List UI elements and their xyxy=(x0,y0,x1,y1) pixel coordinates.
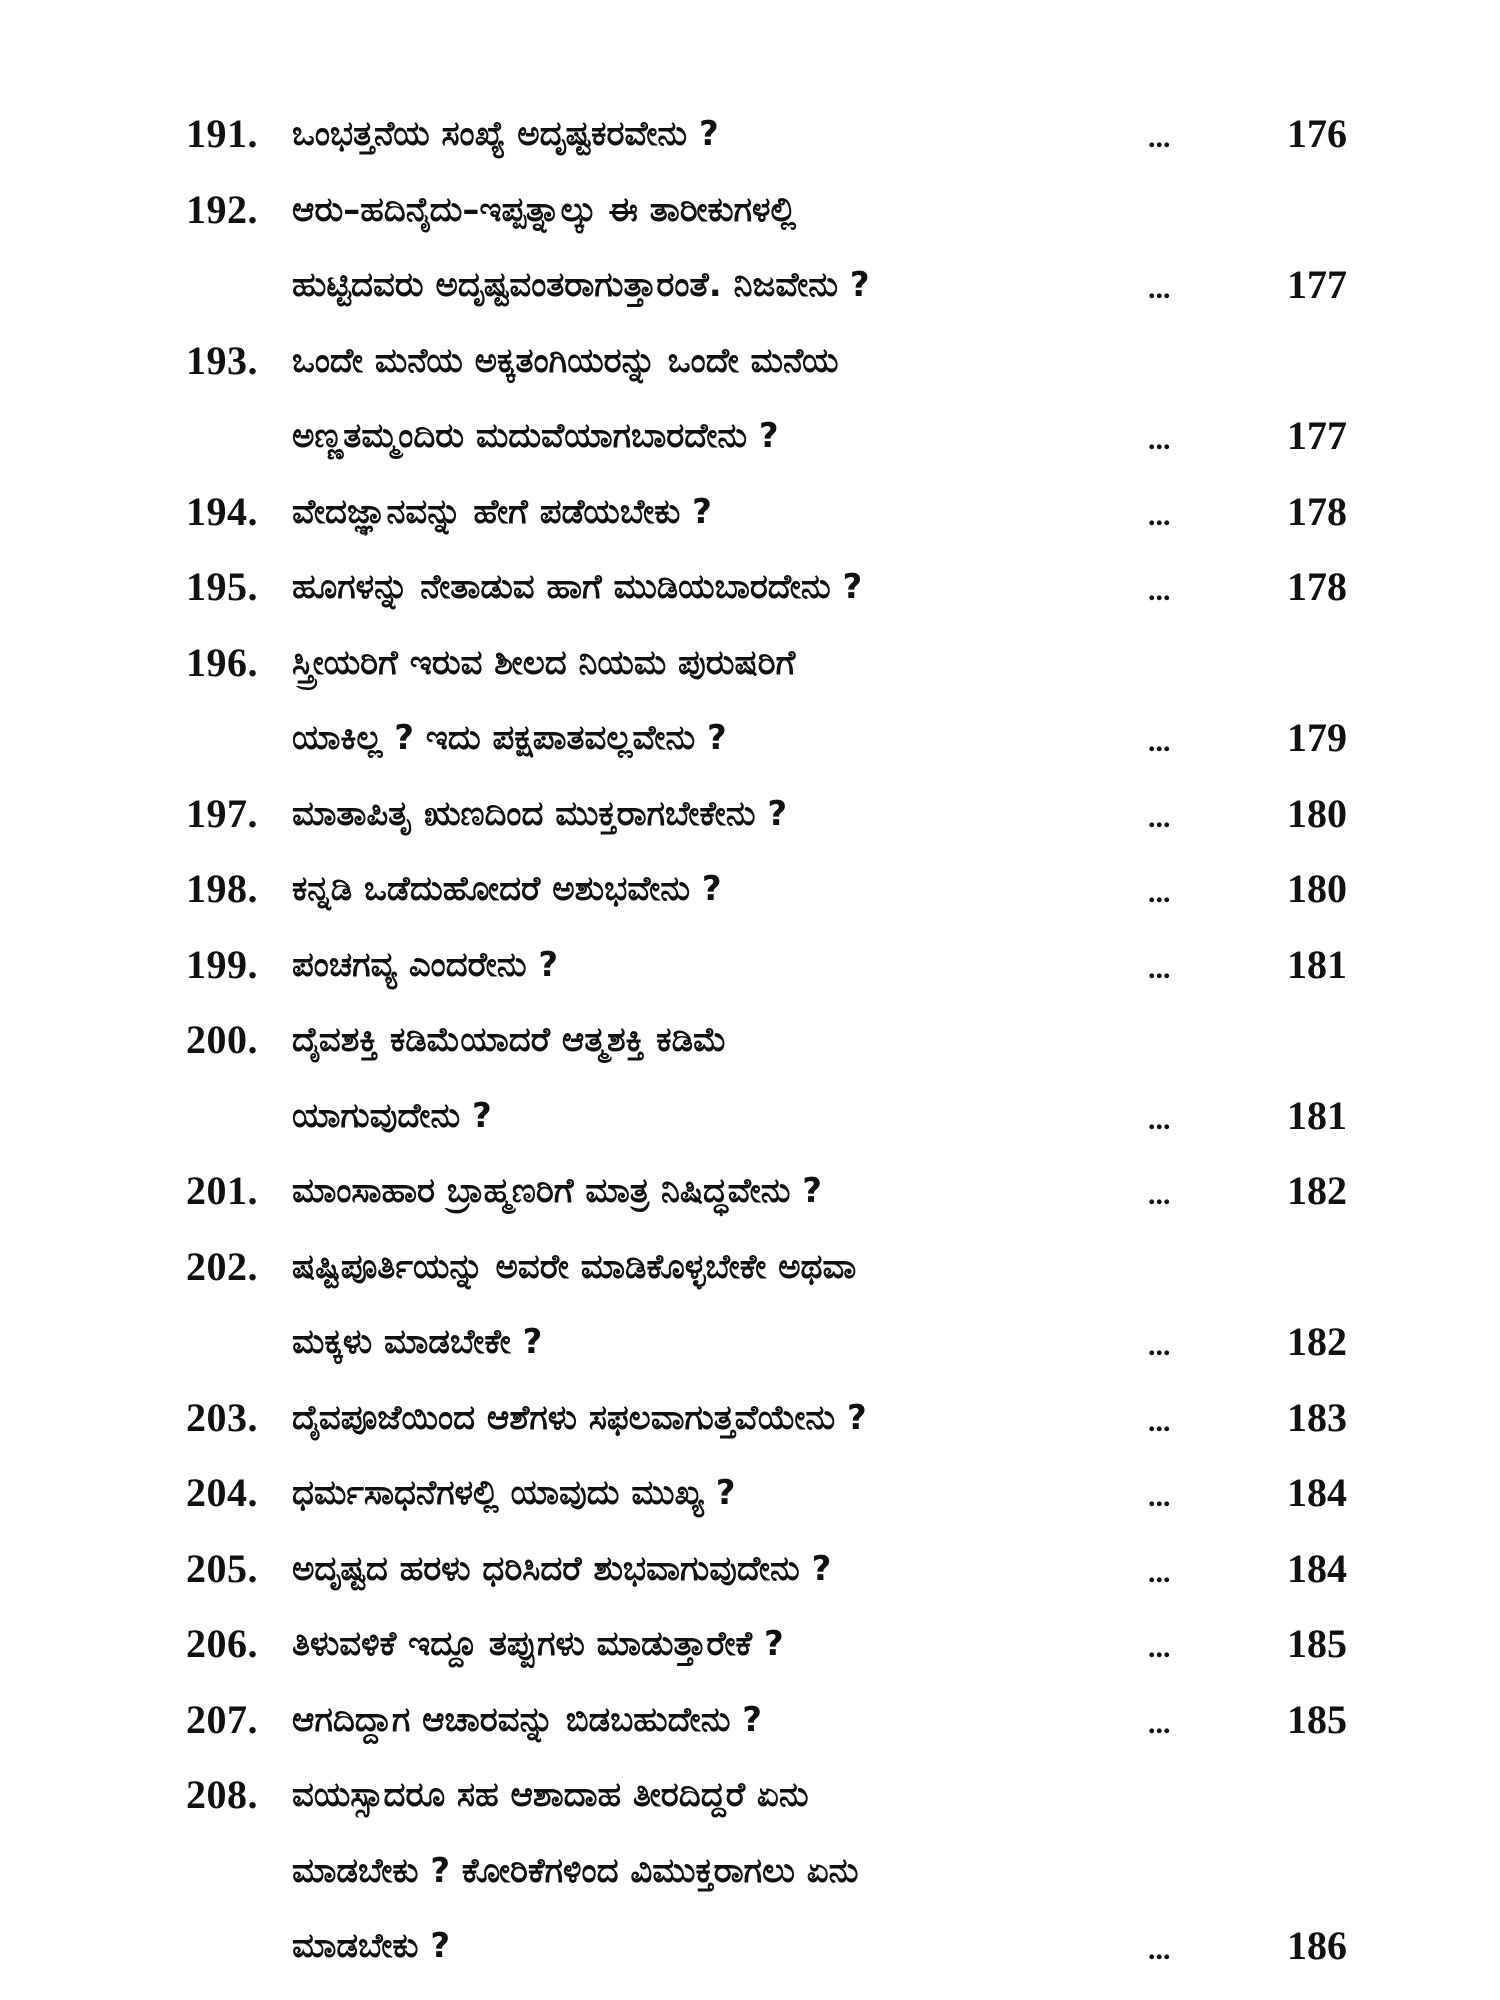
page-number: 180 xyxy=(1287,866,1347,911)
toc-entry-line xyxy=(0,180,1500,256)
entry-title: ವಯಸ್ಸಾದರೂ ಸಹ ಆಶಾದಾಹ ತೀರದಿದ್ದರೆ ಏನು xyxy=(292,1775,809,1815)
entry-number: 191. xyxy=(186,111,258,156)
entry-number: 200. xyxy=(186,1017,258,1062)
page-number: 181 xyxy=(1287,1092,1347,1138)
leader-dots: ... xyxy=(1148,121,1171,154)
entry-title: ಪಂಚಗವ್ಯ ಎಂದರೇನು ? xyxy=(292,944,559,985)
toc-entry-line xyxy=(0,1539,1500,1615)
entry-number: 193. xyxy=(186,337,258,383)
page-number: 179 xyxy=(1287,715,1347,760)
toc-entry-line xyxy=(0,1916,1500,1992)
entry-title: ತಿಳುವಳಿಕೆ ಇದ್ದೂ ತಪ್ಪುಗಳು ಮಾಡುತ್ತಾರೇಕೆ ? xyxy=(292,1624,784,1664)
toc-entry xyxy=(0,1237,1500,1388)
toc-entry-line xyxy=(0,255,1500,331)
page-number: 178 xyxy=(1287,488,1347,534)
page-number: 177 xyxy=(1287,262,1347,307)
entry-number: 198. xyxy=(186,866,258,911)
page-number: 183 xyxy=(1287,1394,1347,1440)
entry-title: ಮಾಂಸಾಹಾರ ಬ್ರಾಹ್ಮಣರಿಗೆ ಮಾತ್ರ ನಿಷಿದ್ಧವೇನು ? xyxy=(292,1171,823,1211)
toc-entry xyxy=(0,331,1500,482)
toc-entry xyxy=(0,1388,1500,1464)
toc-entry xyxy=(0,1765,1500,1992)
toc-entry xyxy=(0,784,1500,860)
toc-entry-line xyxy=(0,331,1500,407)
entry-title: ಒಂದೇ ಮನೆಯ ಅಕ್ಕತಂಗಿಯರನ್ನು ಒಂದೇ ಮನೆಯ xyxy=(292,340,839,381)
toc-entry xyxy=(0,1463,1500,1539)
leader-dots: ... xyxy=(1148,1555,1171,1589)
toc-entry-line xyxy=(0,1312,1500,1388)
toc-entry-line xyxy=(0,557,1500,633)
leader-dots: ... xyxy=(1148,951,1171,985)
toc-entry xyxy=(0,104,1500,180)
page-number: 181 xyxy=(1287,941,1347,987)
leader-dots: ... xyxy=(1148,1329,1171,1362)
leader-dots: ... xyxy=(1148,574,1171,607)
toc-entry xyxy=(0,1161,1500,1237)
entry-title: ಮಾಡಬೇಕು ? xyxy=(292,1926,451,1966)
entry-title: ಒಂಭತ್ತನೆಯ ಸಂಖ್ಯೆ ಅದೃಷ್ಟಕರವೇನು ? xyxy=(292,114,719,154)
leader-dots: ... xyxy=(1148,1102,1171,1136)
entry-number: 199. xyxy=(186,941,258,987)
toc-entry xyxy=(0,1539,1500,1615)
entry-number: 195. xyxy=(186,564,258,609)
leader-dots: ... xyxy=(1148,1178,1171,1211)
toc-entry-line xyxy=(0,784,1500,860)
entry-title: ಷಷ್ಟಿಪೂರ್ತಿಯನ್ನು ಅವರೇ ಮಾಡಿಕೊಳ್ಳಬೇಕೇ ಅಥವಾ xyxy=(292,1246,857,1287)
page-number: 177 xyxy=(1287,413,1347,458)
entry-title: ದೈವಪೂಜೆಯಿಂದ ಆಶೆಗಳು ಸಫಲವಾಗುತ್ತವೆಯೇನು ? xyxy=(292,1397,867,1438)
toc-entry-line xyxy=(0,1086,1500,1162)
page-number: 186 xyxy=(1287,1923,1347,1968)
toc-entry-line xyxy=(0,1690,1500,1766)
toc-entry-line xyxy=(0,1161,1500,1237)
toc-entry-line xyxy=(0,935,1500,1011)
entry-number: 205. xyxy=(186,1545,258,1591)
page-number: 180 xyxy=(1287,790,1347,836)
page-number: 176 xyxy=(1287,111,1347,156)
entry-number: 196. xyxy=(186,639,258,685)
toc-entry-line xyxy=(0,1765,1500,1841)
leader-dots: ... xyxy=(1148,876,1171,909)
toc-entry-line xyxy=(0,708,1500,784)
toc-entry xyxy=(0,482,1500,558)
entry-title: ಅದೃಷ್ಟದ ಹರಳು ಧರಿಸಿದರೆ ಶುಭವಾಗುವುದೇನು ? xyxy=(292,1548,832,1589)
entry-title: ಮಾತಾಪಿತೃ ಋಣದಿಂದ ಮುಕ್ತರಾಗಬೇಕೇನು ? xyxy=(292,793,788,834)
toc-entry xyxy=(0,1010,1500,1161)
toc-entry xyxy=(0,935,1500,1011)
entry-number: 204. xyxy=(186,1470,258,1515)
entry-title: ಮಕ್ಕಳು ಮಾಡಬೇಕೇ ? xyxy=(292,1322,543,1362)
entry-title: ಆರು–ಹದಿನೈದು–ಇಪ್ಪತ್ನಾಲ್ಕು ಈ ತಾರೀಕುಗಳಲ್ಲಿ xyxy=(292,189,797,230)
toc-entry-line xyxy=(0,1841,1500,1917)
toc-entry xyxy=(0,557,1500,633)
page-number: 185 xyxy=(1287,1621,1347,1666)
leader-dots: ... xyxy=(1148,1933,1171,1966)
leader-dots: ... xyxy=(1148,1404,1171,1438)
page-number: 184 xyxy=(1287,1470,1347,1515)
toc-entry xyxy=(0,1614,1500,1690)
leader-dots: ... xyxy=(1148,1631,1171,1664)
toc-entry xyxy=(0,180,1500,331)
entry-number: 192. xyxy=(186,186,258,232)
entry-number: 207. xyxy=(186,1696,258,1742)
entry-title: ಹೂಗಳನ್ನು ನೇತಾಡುವ ಹಾಗೆ ಮುಡಿಯಬಾರದೇನು ? xyxy=(292,567,863,607)
entry-number: 197. xyxy=(186,790,258,836)
toc-entry-line xyxy=(0,859,1500,935)
entry-title: ವೇದಜ್ಞಾನವನ್ನು ಹೇಗೆ ಪಡೆಯಬೇಕು ? xyxy=(292,491,712,532)
entry-title: ಅಣ್ಣತಮ್ಮಂದಿರು ಮದುವೆಯಾಗಬಾರದೇನು ? xyxy=(292,416,779,456)
toc-entry-line xyxy=(0,1463,1500,1539)
leader-dots: ... xyxy=(1148,725,1171,758)
toc-entry-line xyxy=(0,406,1500,482)
entry-title: ಹುಟ್ಟಿದವರು ಅದೃಷ್ಟವಂತರಾಗುತ್ತಾರಂತೆ. ನಿಜವೇನು ? xyxy=(292,265,870,305)
toc-entry-line xyxy=(0,633,1500,709)
toc-entry-line xyxy=(0,104,1500,180)
table-of-contents xyxy=(0,104,1500,1992)
toc-entry-line xyxy=(0,1010,1500,1086)
toc-entry-line xyxy=(0,1388,1500,1464)
leader-dots: ... xyxy=(1148,1706,1171,1740)
toc-entry-line xyxy=(0,482,1500,558)
page-number: 184 xyxy=(1287,1545,1347,1591)
leader-dots: ... xyxy=(1148,272,1171,305)
toc-entry xyxy=(0,1690,1500,1766)
leader-dots: ... xyxy=(1148,800,1171,834)
entry-title: ಧರ್ಮಸಾಧನೆಗಳಲ್ಲಿ ಯಾವುದು ಮುಖ್ಯ ? xyxy=(292,1473,736,1513)
entry-number: 206. xyxy=(186,1621,258,1666)
entry-title: ಸ್ತ್ರೀಯರಿಗೆ ಇರುವ ಶೀಲದ ನಿಯಮ ಪುರುಷರಿಗೆ xyxy=(292,642,796,683)
leader-dots: ... xyxy=(1148,498,1171,532)
entry-title: ಆಗದಿದ್ದಾಗ ಆಚಾರವನ್ನು ಬಿಡಬಹುದೇನು ? xyxy=(292,1699,762,1740)
entry-title: ಯಾಕಿಲ್ಲ ? ಇದು ಪಕ್ಷಪಾತವಲ್ಲವೇನು ? xyxy=(292,718,727,758)
entry-number: 208. xyxy=(186,1772,258,1817)
toc-entry-line xyxy=(0,1614,1500,1690)
entry-title: ಮಾಡಬೇಕು ? ಕೋರಿಕೆಗಳಿಂದ ವಿಮುಕ್ತರಾಗಲು ಏನು xyxy=(292,1850,859,1891)
entry-number: 201. xyxy=(186,1168,258,1213)
toc-entry xyxy=(0,859,1500,935)
page-number: 182 xyxy=(1287,1319,1347,1364)
page-number: 178 xyxy=(1287,564,1347,609)
entry-number: 203. xyxy=(186,1394,258,1440)
entry-title: ಯಾಗುವುದೇನು ? xyxy=(292,1095,492,1136)
page-number: 185 xyxy=(1287,1696,1347,1742)
toc-entry-line xyxy=(0,1237,1500,1313)
entry-number: 202. xyxy=(186,1243,258,1289)
entry-title: ದೈವಶಕ್ತಿ ಕಡಿಮೆಯಾದರೆ ಆತ್ಮಶಕ್ತಿ ಕಡಿಮೆ xyxy=(292,1020,727,1060)
page-number: 182 xyxy=(1287,1168,1347,1213)
toc-entry xyxy=(0,633,1500,784)
leader-dots: ... xyxy=(1148,1480,1171,1513)
entry-number: 194. xyxy=(186,488,258,534)
entry-title: ಕನ್ನಡಿ ಒಡೆದುಹೋದರೆ ಅಶುಭವೇನು ? xyxy=(292,869,722,909)
leader-dots: ... xyxy=(1148,423,1171,456)
